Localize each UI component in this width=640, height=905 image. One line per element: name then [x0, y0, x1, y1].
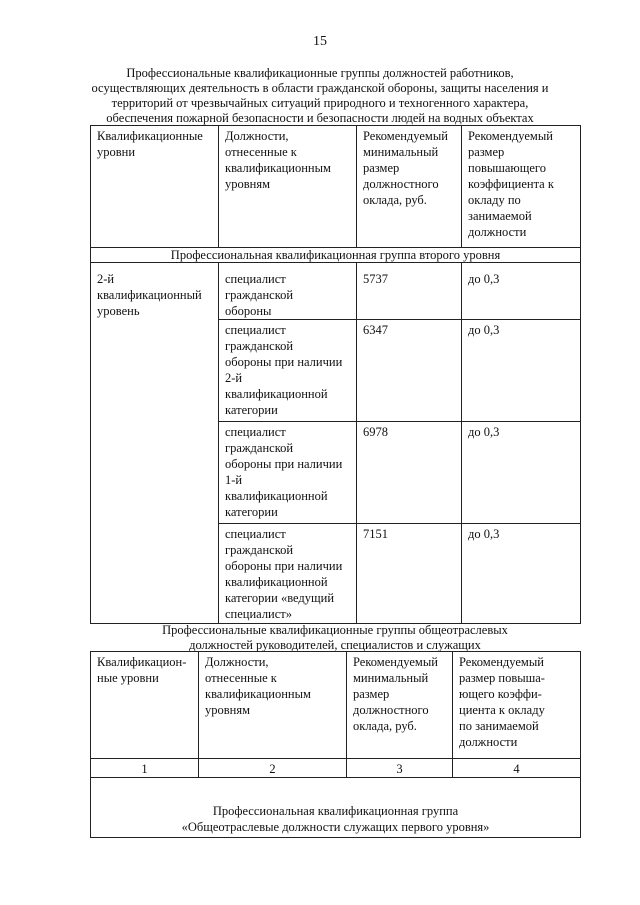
group-title-line: Профессиональная квалификационная группа [212, 804, 459, 818]
table-row [91, 263, 581, 320]
heading-line: Профессиональные квалификационные группы должностей работников, [126, 66, 514, 80]
column-number-row [91, 759, 581, 778]
position-cell: специалист гражданской обороны при наличии 2-й квалификационной категории [219, 320, 357, 422]
salary-cell: 6347 [357, 320, 462, 422]
heading-line: осуществляющих деятельность в области гражданской обороны, защиты населения и [91, 81, 549, 95]
qualification-table-civil-defense [90, 125, 581, 624]
header-cell-levels: Квалификационные уровни [91, 126, 219, 248]
section-heading [90, 623, 580, 653]
salary-cell: 7151 [357, 524, 462, 624]
coefficient-cell: до 0,3 [462, 422, 581, 524]
section-heading-line: Профессиональные квалификационные группы общеотраслевых [162, 623, 508, 637]
group-title-general-first-level [91, 778, 581, 838]
column-number-cell: 4 [453, 759, 581, 778]
header-cell-positions: Должности, отнесенные к квалификационным уровням [199, 652, 347, 759]
heading-line: территорий от чрезвычайных ситуаций природного и техногенного характера, [111, 96, 529, 110]
group-title-row [91, 778, 581, 838]
coefficient-cell: до 0,3 [462, 263, 581, 320]
heading-line: обеспечения пожарной безопасности и безопасности людей на водных объектах [106, 111, 534, 125]
header-cell-levels: Квалификацион- ные уровни [91, 652, 199, 759]
header-cell-min-salary: Рекомендуемый минимальный размер должностного оклада, руб. [357, 126, 462, 248]
table-header-row [91, 126, 581, 248]
position-cell: специалист гражданской обороны при наличии квалификационной категории «ведущий специалист» [219, 524, 357, 624]
coefficient-cell: до 0,3 [462, 320, 581, 422]
column-number-cell: 3 [347, 759, 453, 778]
column-number-cell: 1 [91, 759, 199, 778]
column-number-cell: 2 [199, 759, 347, 778]
group-title-line: «Общеотраслевые должности служащих первого уровня» [181, 820, 490, 834]
salary-cell: 6978 [357, 422, 462, 524]
table-header-row [91, 652, 581, 759]
coefficient-cell: до 0,3 [462, 524, 581, 624]
group-title-row [91, 248, 581, 263]
group-title-second-level: Профессиональная квалификационная группа второго уровня [91, 248, 581, 263]
header-cell-positions: Должности, отнесенные к квалификационным уровням [219, 126, 357, 248]
level-cell: 2-й квалификационный уровень [91, 263, 219, 624]
header-cell-min-salary: Рекомендуемый минимальный размер должностного оклада, руб. [347, 652, 453, 759]
position-cell: специалист гражданской обороны [219, 263, 357, 320]
header-cell-coefficient: Рекомендуемый размер повыша- ющего коэффи- циента к окладу по занимаемой должности [453, 652, 581, 759]
qualification-table-general-positions [90, 651, 581, 838]
document-heading [60, 66, 580, 126]
section-heading-line: должностей руководителей, специалистов и служащих [189, 638, 481, 652]
page-number: 15 [313, 34, 327, 49]
position-cell: специалист гражданской обороны при наличии 1-й квалификационной категории [219, 422, 357, 524]
header-cell-coefficient: Рекомендуемый размер повышающего коэффициента к окладу по занимаемой должности [462, 126, 581, 248]
salary-cell: 5737 [357, 263, 462, 320]
